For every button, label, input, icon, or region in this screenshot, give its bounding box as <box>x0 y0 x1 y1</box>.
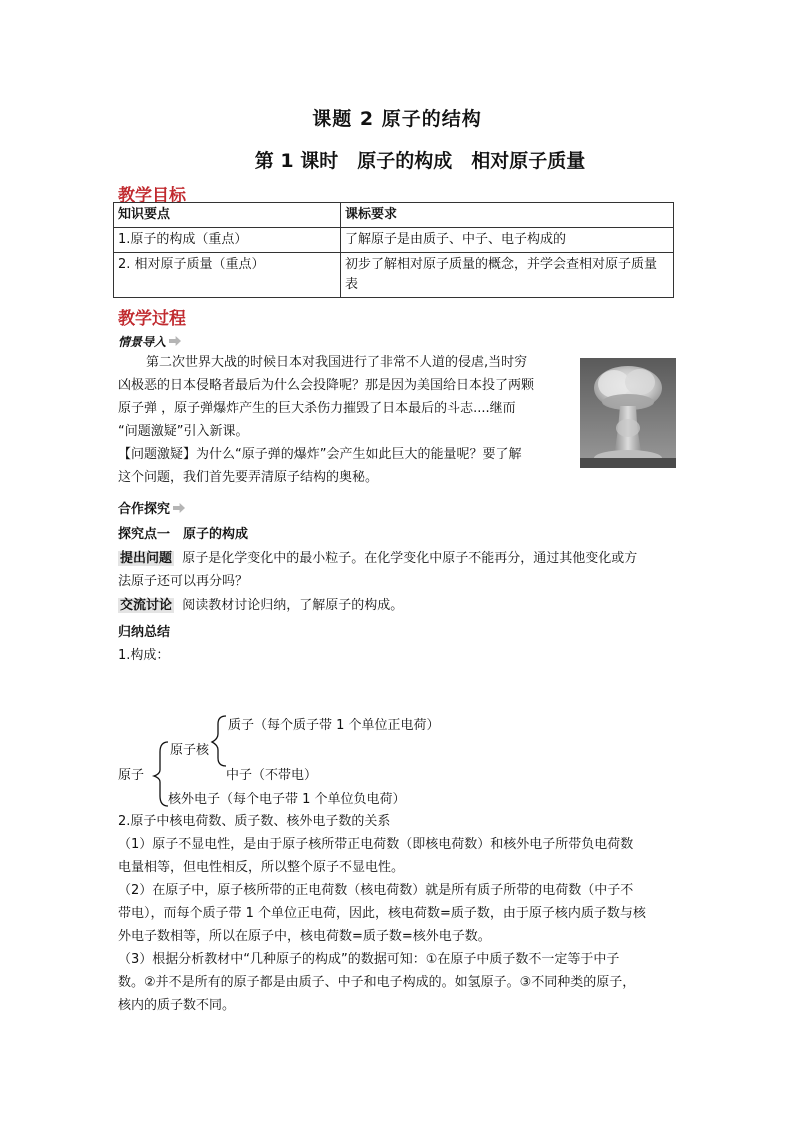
nucleus-label: 原子核 <box>170 743 210 758</box>
discuss-row <box>118 594 403 617</box>
relation-line: 带电），而每个质子带 1 个单位正电荷，因此，核电荷数=质子数，由于原子核内质子数与核 <box>118 906 646 921</box>
discuss-tag: 交流讨论 <box>120 598 173 613</box>
intro-line: 原子弹 ，原子弹爆炸产生的巨大杀伤力摧毁了日本最后的斗志....继而 <box>118 401 516 416</box>
relation-section <box>118 810 688 1017</box>
goals-table <box>113 202 674 298</box>
summary-label: 归纳总结 <box>118 625 171 640</box>
table-header-row <box>114 203 674 228</box>
table-header-cell: 课标要求 <box>341 203 674 228</box>
electron-label: 核外电子（每个电子带 1 个单位负电荷） <box>168 792 406 807</box>
coop-label-row <box>118 498 185 517</box>
table-cell <box>341 253 674 298</box>
intro-label-row <box>118 331 181 350</box>
question-paragraph <box>118 420 578 489</box>
lesson-subtitle: 第 1 课时 原子的构成 相对原子质量 <box>254 150 586 172</box>
composition-braces <box>148 712 238 812</box>
question-line: 【问题激疑】为什么“原子弹的爆炸”会产生如此巨大的能量呢？要了解 <box>118 447 522 462</box>
relation-line: （2）在原子中，原子核所带的正电荷数（核电荷数）就是所有质子所带的电荷数（中子不 <box>118 883 634 898</box>
composition-label: 1.构成： <box>118 648 170 663</box>
relation-line: 核内的质子数不同。 <box>118 998 236 1013</box>
intro-line: “问题激疑”引入新课。 <box>118 424 249 439</box>
discuss-text: 阅读教材讨论归纳，了解原子的构成。 <box>182 598 404 613</box>
ask-line: 法原子还可以再分吗？ <box>118 574 249 589</box>
goals-heading: 教学目标 <box>118 186 186 206</box>
arrow-icon <box>173 503 185 513</box>
mushroom-cloud-photo <box>580 358 676 468</box>
intro-line: 凶极恶的日本侵略者最后为什么会投降呢？那是因为美国给日本投了两颗 <box>118 378 535 393</box>
coop-label: 合作探究 <box>118 502 171 517</box>
lesson-title: 课题 2 原子的结构 <box>312 108 482 130</box>
relation-title: 2.原子中核电荷数、质子数、核外电子数的关系 <box>118 814 391 829</box>
ask-tag: 提出问题 <box>120 551 173 566</box>
ask-text: 原子是化学变化中的最小粒子。在化学变化中原子不能再分，通过其他变化或方 <box>182 551 638 566</box>
relation-line: （3）根据分析教材中“几种原子的构成”的数据可知：①在原子中质子数不一定等于中子 <box>118 952 620 967</box>
ask-line <box>118 547 678 570</box>
relation-line: 外电子数相等，所以在原子中，核电荷数=质子数=核外电子数。 <box>118 929 491 944</box>
proton-label: 质子（每个质子带 1 个单位正电荷） <box>228 718 440 733</box>
table-cell: 了解原子是由质子、中子、电子构成的 <box>341 228 674 253</box>
table-cell-text: 初步了解相对原子质量的概念，并学会查相对原子质量表 <box>345 257 658 292</box>
relation-line: 电量相等，但电性相反，所以整个原子不显电性。 <box>118 860 405 875</box>
table-cell: 1.原子的构成（重点） <box>114 228 341 253</box>
explore-title: 探究点一 原子的构成 <box>118 527 249 542</box>
relation-line: 数。②并不是所有的原子都是由质子、中子和电子构成的。如氢原子。③不同种类的原子， <box>118 975 636 990</box>
atom-label: 原子 <box>118 768 145 783</box>
inner-brace <box>212 716 226 766</box>
arrow-icon <box>169 336 181 346</box>
neutron-label: 中子（不带电） <box>226 768 318 783</box>
relation-line: （1）原子不显电性，是由于原子核所带正电荷数（即核电荷数）和核外电子所带负电荷数 <box>118 837 634 852</box>
process-heading: 教学过程 <box>118 309 186 329</box>
table-row <box>114 253 674 298</box>
table-cell: 2. 相对原子质量（重点） <box>114 253 341 298</box>
table-header-cell: 知识要点 <box>114 203 341 228</box>
ask-paragraph <box>118 547 678 593</box>
intro-line: 第二次世界大战的时候日本对我国进行了非常不人道的侵虐,当时穷 <box>146 355 528 370</box>
intro-label: 情景导入 <box>118 335 167 349</box>
question-line: 这个问题，我们首先要弄清原子结构的奥秘。 <box>118 470 379 485</box>
outer-brace <box>154 742 168 806</box>
table-row <box>114 228 674 253</box>
